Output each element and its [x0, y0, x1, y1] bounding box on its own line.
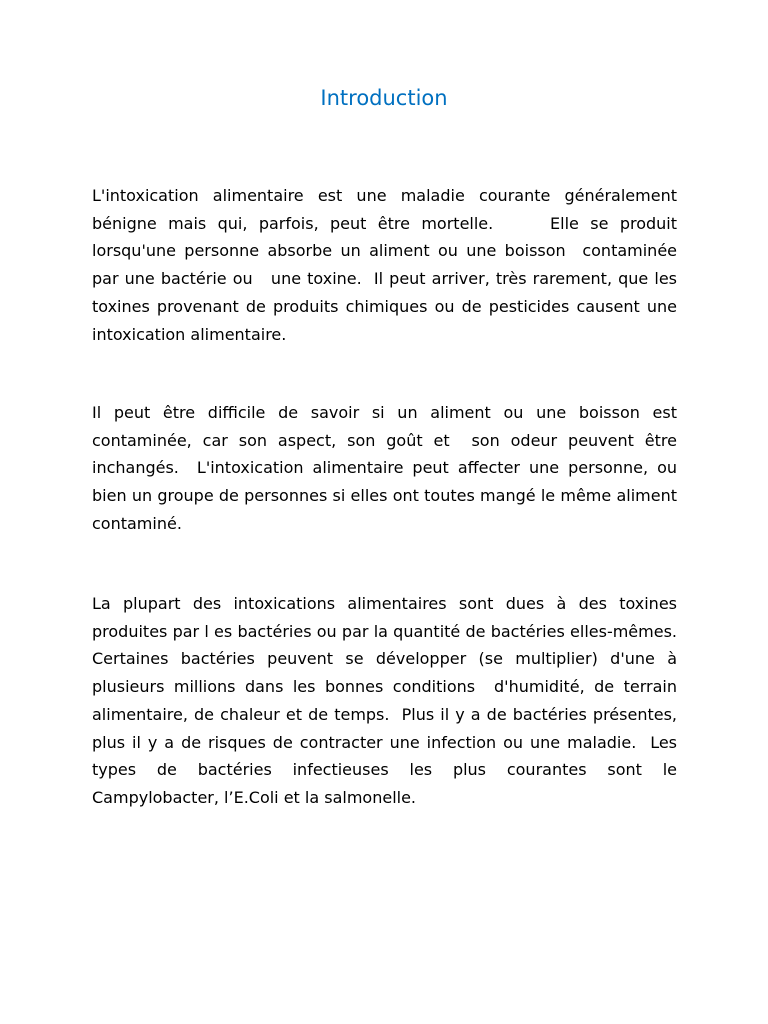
paragraph-2: Il peut être difficile de savoir si un aliment ou une boisson est contaminée, car son aspect, son goût et son odeur peuvent être inchangés. L'intoxication alimentaire peut affecter une personne, ou bien un groupe de personnes si elles ont toutes mangé le même aliment contaminé. — [92, 403, 683, 533]
paragraph-3: La plupart des intoxications alimentaires sont dues à des toxines produites par l es bactéries ou par la quantité de bactéries elles-mêmes. Certaines bactéries peuvent se développer (se multiplier) d'une à plusieurs millions dans les bonnes conditions d'humidité, de terrain alimentaire, de chaleur et de temps. Plus il y a de bactéries présentes, plus il y a de risques de contracter une infection ou une maladie. Les types de bactéries infectieuses les plus courantes sont le Campylobacter, l’E.Coli et la salmonelle. — [92, 594, 688, 807]
paragraph-1: L'intoxication alimentaire est une maladie courante généralement bénigne mais qui, parfois, peut être mortelle. Elle se produit lorsqu'une personne absorbe un aliment ou une boisson contaminée par une bactérie ou une toxine. Il peut arriver, très rarement, que les toxines provenant de produits chimiques ou de pesticides causent une intoxication alimentaire. — [92, 186, 683, 344]
page-title: Introduction — [320, 86, 448, 110]
